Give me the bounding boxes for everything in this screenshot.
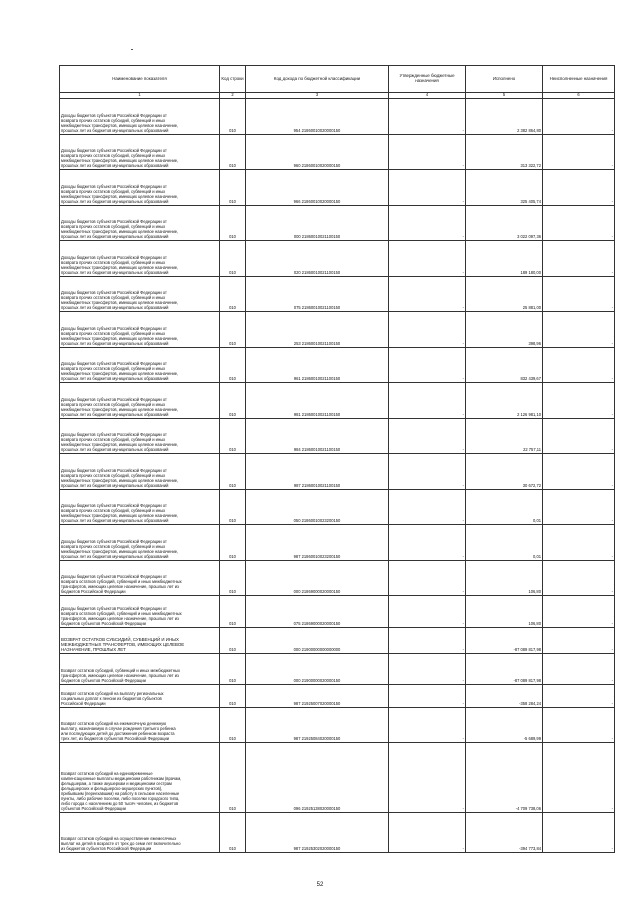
row-plan-cell: -	[389, 276, 466, 312]
table-row	[60, 99, 615, 135]
table-row	[60, 489, 615, 525]
row-plan-cell: -	[389, 383, 466, 419]
row-unexec-cell: -	[543, 347, 615, 383]
row-plan-cell: -	[389, 170, 466, 206]
table-row	[60, 684, 615, 707]
page-number: 52	[316, 882, 324, 888]
row-kbk-cell: 253 21860010021100150	[246, 312, 389, 348]
table-row	[60, 627, 615, 653]
row-plan-cell: -	[389, 812, 466, 852]
row-name-cell: Доходы бюджетов субъектов Российской Федерации от возврата прочих остатков субсидий, субвенций и иных межбюджетных трансфертов, имеющих целевое назначение, прошлых лет из бюджетов муниципальных образований	[60, 525, 220, 561]
row-kbk-cell: 000 21869000020000150	[246, 560, 389, 595]
row-plan-cell: -	[389, 454, 466, 490]
row-code-cell: 010	[220, 684, 246, 707]
table-row	[60, 241, 615, 277]
column-number: 6	[543, 93, 615, 99]
row-kbk-cell: 987 21925302020000150	[246, 812, 389, 852]
row-code-cell: 010	[220, 454, 246, 490]
row-name-cell: Доходы бюджетов субъектов Российской Федерации от возврата прочих остатков субсидий, субвенций и иных межбюджетных трансфертов, имеющих целевое назначение, прошлых лет из бюджетов муниципальных образований	[60, 454, 220, 490]
row-name-cell: ВОЗВРАТ ОСТАТКОВ СУБСИДИЙ, СУБВЕНЦИЙ И ИНЫХ МЕЖБЮДЖЕТНЫХ ТРАНСФЕРТОВ, ИМЕЮЩИХ ЦЕЛЕВОЕ НАЗНАЧЕНИЕ, ПРОШЛЫХ ЛЕТ	[60, 627, 220, 653]
row-exec-cell: -87 089 817,98	[466, 653, 543, 684]
row-plan-cell: -	[389, 627, 466, 653]
row-kbk-cell: 954 21860010020000150	[246, 99, 389, 135]
row-code-cell: 010	[220, 276, 246, 312]
table-row	[60, 653, 615, 684]
row-plan-cell: -	[389, 742, 466, 812]
budget-revenue-table	[59, 65, 615, 853]
row-plan-cell: -	[389, 707, 466, 742]
table-row	[60, 707, 615, 742]
row-plan-cell: -	[389, 347, 466, 383]
header-exec: Исполнено	[466, 66, 543, 93]
row-exec-cell: 3 022 097,36	[466, 205, 543, 241]
table-row	[60, 812, 615, 852]
row-unexec-cell: -	[543, 383, 615, 419]
table-header-row	[60, 66, 615, 93]
row-exec-cell: 325 405,74	[466, 170, 543, 206]
scan-speck	[131, 49, 133, 50]
row-code-cell: 010	[220, 653, 246, 684]
row-plan-cell: -	[389, 99, 466, 135]
row-unexec-cell: -	[543, 707, 615, 742]
row-plan-cell: -	[389, 653, 466, 684]
row-name-cell: Доходы бюджетов субъектов Российской Федерации от возврата прочих остатков субсидий, субвенций и иных межбюджетных трансфертов, имеющих целевое назначение, прошлых лет из бюджетов муниципальных образований	[60, 134, 220, 170]
row-unexec-cell: -	[543, 312, 615, 348]
header-name: Наименование показателя	[60, 66, 220, 93]
row-exec-cell: 189 180,00	[466, 241, 543, 277]
row-name-cell: Доходы бюджетов субъектов Российской Федерации от возврата прочих остатков субсидий, субвенций и иных межбюджетных трансфертов, имеющих целевое назначение, прошлых лет из бюджетов муниципальных образований	[60, 312, 220, 348]
row-name-cell: Доходы бюджетов субъектов Российской Федерации от возврата прочих остатков субсидий, субвенций и иных межбюджетных трансфертов, имеющих целевое назначение, прошлых лет из бюджетов муниципальных образований	[60, 205, 220, 241]
row-exec-cell: 106,80	[466, 560, 543, 595]
row-unexec-cell: -	[543, 489, 615, 525]
row-exec-cell: 22 757,11	[466, 418, 543, 454]
table-row	[60, 383, 615, 419]
row-unexec-cell: -	[543, 170, 615, 206]
row-unexec-cell: -	[543, 812, 615, 852]
row-exec-cell: -358 284,24	[466, 684, 543, 707]
column-number: 1	[60, 93, 220, 99]
row-code-cell: 010	[220, 170, 246, 206]
row-exec-cell: 30 672,72	[466, 454, 543, 490]
row-kbk-cell: 987 21925084020000150	[246, 707, 389, 742]
row-name-cell: Доходы бюджетов субъектов Российской Федерации от возврата прочих остатков субсидий, субвенций и иных межбюджетных трансфертов, имеющих целевое назначение, прошлых лет из бюджетов муниципальных образований	[60, 418, 220, 454]
row-plan-cell: -	[389, 418, 466, 454]
table-row	[60, 418, 615, 454]
row-exec-cell: 832 439,67	[466, 347, 543, 383]
row-kbk-cell: 961 21860010021100150	[246, 347, 389, 383]
row-kbk-cell: 987 21860010021100150	[246, 454, 389, 490]
row-name-cell: Возврат остатков субсидий на выплату региональных социальных доплат к пенсии из бюджетов субъектов Российской Федерации	[60, 684, 220, 707]
row-plan-cell: -	[389, 525, 466, 561]
row-unexec-cell: -	[543, 627, 615, 653]
row-name-cell: Доходы бюджетов субъектов Российской Федерации от возврата прочих остатков субсидий, субвенций и иных межбюджетных трансфертов, имеющих целевое назначение, прошлых лет из бюджетов муниципальных образований	[60, 170, 220, 206]
column-number: 4	[389, 93, 466, 99]
row-kbk-cell: 966 21860010020000150	[246, 170, 389, 206]
row-exec-cell: -4 709 738,06	[466, 742, 543, 812]
row-code-cell: 010	[220, 99, 246, 135]
row-exec-cell: 2 382 864,80	[466, 99, 543, 135]
row-unexec-cell: -	[543, 653, 615, 684]
header-unexec: Неисполненные назначения	[543, 66, 615, 93]
row-name-cell: Доходы бюджетов субъектов Российской Федерации от возврата прочих остатков субсидий, субвенций и иных межбюджетных трансфертов, имеющих целевое назначение, прошлых лет из бюджетов муниципальных образований	[60, 489, 220, 525]
row-unexec-cell: -	[543, 742, 615, 812]
row-name-cell: Доходы бюджетов субъектов Российской Федерации от возврата прочих остатков субсидий, субвенций и иных межбюджетных трансфертов, имеющих целевое назначение, прошлых лет из бюджетов муниципальных образований	[60, 276, 220, 312]
row-code-cell: 010	[220, 742, 246, 812]
header-kbk: Код дохода по бюджетной классификации	[246, 66, 389, 93]
row-exec-cell: -394 773,84	[466, 812, 543, 852]
table-row	[60, 595, 615, 627]
row-exec-cell: -5 689,99	[466, 707, 543, 742]
table-row	[60, 525, 615, 561]
row-unexec-cell: -	[543, 560, 615, 595]
row-kbk-cell: 984 21860010021100150	[246, 418, 389, 454]
row-exec-cell: -87 089 817,98	[466, 627, 543, 653]
table-row	[60, 347, 615, 383]
table-row	[60, 134, 615, 170]
table-row	[60, 312, 615, 348]
header-code: Код строки	[220, 66, 246, 93]
row-plan-cell: -	[389, 595, 466, 627]
row-kbk-cell: 075 21860010021100150	[246, 276, 389, 312]
row-unexec-cell: -	[543, 241, 615, 277]
row-code-cell: 010	[220, 347, 246, 383]
row-code-cell: 010	[220, 525, 246, 561]
row-exec-cell: 25 881,00	[466, 276, 543, 312]
row-kbk-cell: 096 21925138020000150	[246, 742, 389, 812]
row-name-cell: Доходы бюджетов субъектов Российской Федерации от возврата прочих остатков субсидий, субвенций и иных межбюджетных трансфертов, имеющих целевое назначение, прошлых лет из бюджетов муниципальных образований	[60, 99, 220, 135]
row-exec-cell: 2 126 981,10	[466, 383, 543, 419]
row-code-cell: 010	[220, 595, 246, 627]
row-exec-cell: 313 322,72	[466, 134, 543, 170]
row-exec-cell: 106,80	[466, 595, 543, 627]
row-code-cell: 010	[220, 627, 246, 653]
row-unexec-cell: -	[543, 684, 615, 707]
table-body	[60, 99, 615, 853]
row-plan-cell: -	[389, 205, 466, 241]
row-kbk-cell: 987 21860010023200150	[246, 525, 389, 561]
row-code-cell: 010	[220, 312, 246, 348]
row-plan-cell: -	[389, 560, 466, 595]
row-code-cell: 010	[220, 134, 246, 170]
table-row	[60, 454, 615, 490]
row-plan-cell: -	[389, 489, 466, 525]
row-name-cell: Доходы бюджетов субъектов Российской Федерации от возврата прочих остатков субсидий, субвенций и иных межбюджетных трансфертов, имеющих целевое назначение, прошлых лет из бюджетов муниципальных образований	[60, 241, 220, 277]
row-plan-cell: -	[389, 684, 466, 707]
row-kbk-cell: 020 21860010021100150	[246, 241, 389, 277]
row-kbk-cell: 981 21860010021100150	[246, 383, 389, 419]
row-unexec-cell: -	[543, 99, 615, 135]
row-unexec-cell: -	[543, 418, 615, 454]
row-code-cell: 010	[220, 707, 246, 742]
row-unexec-cell: -	[543, 595, 615, 627]
row-unexec-cell: -	[543, 134, 615, 170]
row-kbk-cell: 987 21925007020000150	[246, 684, 389, 707]
table-row	[60, 560, 615, 595]
row-name-cell: Возврат остатков субсидий на осуществление ежемесячных выплат на детей в возрасте от трех до семи лет включительно из бюджетов субъектов Российской Федерации	[60, 812, 220, 852]
row-code-cell: 010	[220, 489, 246, 525]
row-code-cell: 010	[220, 560, 246, 595]
row-code-cell: 010	[220, 383, 246, 419]
row-code-cell: 010	[220, 205, 246, 241]
row-kbk-cell: 960 21860010020000150	[246, 134, 389, 170]
row-exec-cell: 0,01	[466, 525, 543, 561]
row-kbk-cell: 000 21900000000000000	[246, 627, 389, 653]
row-unexec-cell: -	[543, 454, 615, 490]
row-code-cell: 010	[220, 418, 246, 454]
row-name-cell: Доходы бюджетов субъектов Российской Федерации от возврата остатков субсидий, субвенций и иных межбюджетных трансфертов, имеющих целевое назначение, прошлых лет из бюджетов субъектов Российской Федерации	[60, 595, 220, 627]
row-kbk-cell: 000 21900000020000150	[246, 653, 389, 684]
row-exec-cell: 398,96	[466, 312, 543, 348]
row-plan-cell: -	[389, 241, 466, 277]
table-row	[60, 205, 615, 241]
row-plan-cell: -	[389, 134, 466, 170]
column-number: 5	[466, 93, 543, 99]
row-code-cell: 010	[220, 812, 246, 852]
table-row	[60, 170, 615, 206]
row-name-cell: Доходы бюджетов субъектов Российской Федерации от возврата прочих остатков субсидий, субвенций и иных межбюджетных трансфертов, имеющих целевое назначение, прошлых лет из бюджетов муниципальных образований	[60, 383, 220, 419]
row-plan-cell: -	[389, 312, 466, 348]
table-row	[60, 276, 615, 312]
row-name-cell: Доходы бюджетов субъектов Российской Федерации от возврата остатков субсидий, субвенций и иных межбюджетных трансфертов, имеющих целевое назначение, прошлых лет из бюджетов Российской Федерации	[60, 560, 220, 595]
table-row	[60, 742, 615, 812]
row-name-cell: Возврат остатков субсидий, субвенций и иных межбюджетных трансфертов, имеющих целевое назначение, прошлых лет из бюджетов субъектов Российской Федерации	[60, 653, 220, 684]
row-unexec-cell: -	[543, 525, 615, 561]
row-name-cell: Возврат остатков субсидий на ежемесячную денежную выплату, назначаемую в случае рождения третьего ребенка или последующих детей до достижения ребенком возраста трех лет, из бюджетов субъектов Российской Федерации	[60, 707, 220, 742]
row-name-cell: Доходы бюджетов субъектов Российской Федерации от возврата прочих остатков субсидий, субвенций и иных межбюджетных трансфертов, имеющих целевое назначение, прошлых лет из бюджетов муниципальных образований	[60, 347, 220, 383]
row-kbk-cell: 000 21860010021100150	[246, 205, 389, 241]
row-exec-cell: 0,01	[466, 489, 543, 525]
row-unexec-cell: -	[543, 276, 615, 312]
row-unexec-cell: -	[543, 205, 615, 241]
column-number: 3	[246, 93, 389, 99]
row-kbk-cell: 050 21860010023200150	[246, 489, 389, 525]
row-kbk-cell: 075 21869000020000150	[246, 595, 389, 627]
column-number: 2	[220, 93, 246, 99]
header-plan: Утвержденные бюджетные назначения	[389, 66, 466, 93]
row-name-cell: Возврат остатков субсидий на единовременные компенсационные выплаты медицинским работникам (врачам, фельдшерам, а также акушеркам и медицинским сестрам фельдшерских и фельдшерско-акушерских пунктов), прибывшим (переехавшим) на работу в сельские населенные пункты, либо рабочие поселки, либо поселки городского типа, либо города с населением до 50 тысяч человек, из бюджетов субъектов Российской Федерации	[60, 742, 220, 812]
row-code-cell: 010	[220, 241, 246, 277]
